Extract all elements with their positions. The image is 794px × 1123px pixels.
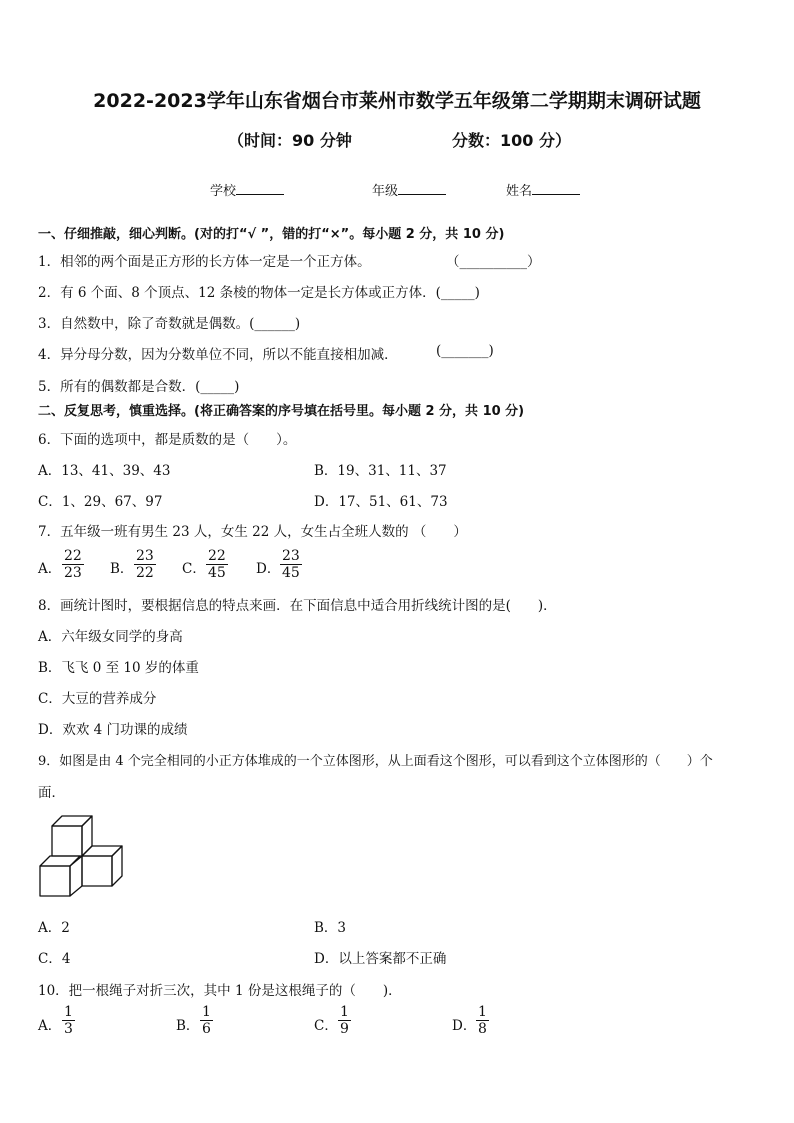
fraction-numerator: 23 bbox=[136, 548, 154, 564]
q10-option-d-fraction[interactable] bbox=[476, 1004, 489, 1037]
q10-option-a-label[interactable]: A． bbox=[38, 1018, 62, 1034]
answer-blank-1[interactable]: （__________） bbox=[446, 254, 541, 270]
section1-heading: 一、仔细推敲，细心判断。(对的打“√ ”，错的打“×”。每小题 2 分，共 10 分) bbox=[38, 227, 505, 242]
fraction-denominator: 22 bbox=[136, 565, 154, 581]
section2-heading: 二、反复思考，慎重选择。(将正确答案的序号填在括号里。每小题 2 分，共 10 分) bbox=[38, 404, 525, 419]
q6-option-b[interactable]: B．19、31、11、37 bbox=[314, 463, 447, 479]
cube-stack-figure bbox=[38, 812, 128, 902]
fraction-numerator: 1 bbox=[340, 1004, 349, 1020]
q7-option-c-fraction[interactable] bbox=[206, 548, 228, 581]
q8-option-d[interactable]: D．欢欢 4 门功课的成绩 bbox=[38, 722, 188, 738]
question-9: 9．如图是由 4 个完全相同的小正方体堆成的一个立体图形，从上面看这个图形，可以看到这个立体图形的（ ）个 bbox=[38, 754, 713, 769]
answer-blank-4[interactable]: (_______) bbox=[436, 343, 494, 359]
q10-option-b-fraction[interactable] bbox=[200, 1004, 213, 1037]
fraction-denominator: 23 bbox=[64, 565, 82, 581]
q8-option-b[interactable]: B．飞飞 0 至 10 岁的体重 bbox=[38, 660, 199, 676]
question-8: 8．画统计图时，要根据信息的特点来画．在下面信息中适合用折线统计图的是( )． bbox=[38, 598, 557, 614]
q7-option-d-fraction[interactable] bbox=[280, 548, 302, 581]
school-blank[interactable] bbox=[236, 182, 284, 195]
question-3: 3．自然数中，除了奇数就是偶数。(______) bbox=[38, 316, 301, 332]
fraction-numerator: 1 bbox=[478, 1004, 487, 1020]
exam-time: （时间：90 分钟 bbox=[228, 131, 352, 150]
fraction-denominator: 8 bbox=[478, 1021, 487, 1037]
fraction-denominator: 45 bbox=[282, 565, 300, 581]
question-5: 5．所有的偶数都是合数．(_____) bbox=[38, 379, 240, 395]
q8-option-c[interactable]: C．大豆的营养成分 bbox=[38, 691, 157, 707]
page-title: 2022-2023学年山东省烟台市莱州市数学五年级第二学期期末调研试题 bbox=[93, 90, 701, 112]
school-field bbox=[210, 180, 284, 199]
question-10: 10．把一根绳子对折三次，其中 1 份是这根绳子的（ )． bbox=[38, 983, 402, 999]
q7-option-b-fraction[interactable] bbox=[134, 548, 156, 581]
q10-option-c-label[interactable]: C． bbox=[314, 1018, 338, 1034]
q7-option-a-label[interactable]: A． bbox=[38, 561, 62, 577]
fraction-numerator: 22 bbox=[208, 548, 226, 564]
school-label: 学校 bbox=[210, 184, 237, 199]
grade-label: 年级 bbox=[372, 184, 399, 199]
question-6: 6．下面的选项中，都是质数的是（ ）。 bbox=[38, 432, 297, 448]
fraction-denominator: 6 bbox=[202, 1021, 211, 1037]
q7-option-c-label[interactable]: C． bbox=[182, 561, 206, 577]
q9-option-a[interactable]: A．2 bbox=[38, 920, 70, 936]
q10-option-b-label[interactable]: B． bbox=[176, 1018, 200, 1034]
name-label: 姓名 bbox=[506, 184, 533, 199]
fraction-denominator: 45 bbox=[208, 565, 226, 581]
fraction-numerator: 23 bbox=[282, 548, 300, 564]
question-1: 1．相邻的两个面是正方形的长方体一定是一个正方体。 bbox=[38, 254, 371, 270]
question-2: 2．有 6 个面、8 个顶点、12 条棱的物体一定是长方体或正方体．(_____) bbox=[38, 285, 480, 301]
q9-option-b[interactable]: B．3 bbox=[314, 920, 347, 936]
fraction-denominator: 9 bbox=[340, 1021, 349, 1037]
q10-option-d-label[interactable]: D． bbox=[452, 1018, 477, 1034]
question-9-cont: 面． bbox=[38, 785, 65, 801]
q7-option-b-label[interactable]: B． bbox=[110, 561, 134, 577]
grade-field bbox=[372, 180, 446, 199]
q6-option-a[interactable]: A．13、41、39、43 bbox=[38, 463, 171, 479]
name-field bbox=[506, 180, 580, 199]
fraction-denominator: 3 bbox=[64, 1021, 73, 1037]
q6-option-c[interactable]: C．1、29、67、97 bbox=[38, 494, 163, 510]
fraction-numerator: 1 bbox=[202, 1004, 211, 1020]
q10-option-a-fraction[interactable] bbox=[62, 1004, 75, 1037]
question-7: 7．五年级一班有男生 23 人，女生 22 人，女生占全班人数的 （ ） bbox=[38, 524, 467, 540]
q9-option-c[interactable]: C．4 bbox=[38, 951, 71, 967]
name-blank[interactable] bbox=[532, 182, 580, 195]
fraction-numerator: 1 bbox=[64, 1004, 73, 1020]
grade-blank[interactable] bbox=[398, 182, 446, 195]
exam-score: 分数：100 分） bbox=[452, 131, 571, 150]
q10-option-c-fraction[interactable] bbox=[338, 1004, 351, 1037]
q7-option-d-label[interactable]: D． bbox=[256, 561, 281, 577]
fraction-numerator: 22 bbox=[64, 548, 82, 564]
question-4: 4．异分母分数，因为分数单位不同，所以不能直接相加减． bbox=[38, 347, 398, 363]
q6-option-d[interactable]: D．17、51、61、73 bbox=[314, 494, 448, 510]
q8-option-a[interactable]: A．六年级女同学的身高 bbox=[38, 629, 183, 645]
q9-option-d[interactable]: D．以上答案都不正确 bbox=[314, 951, 447, 967]
q7-option-a-fraction[interactable] bbox=[62, 548, 84, 581]
